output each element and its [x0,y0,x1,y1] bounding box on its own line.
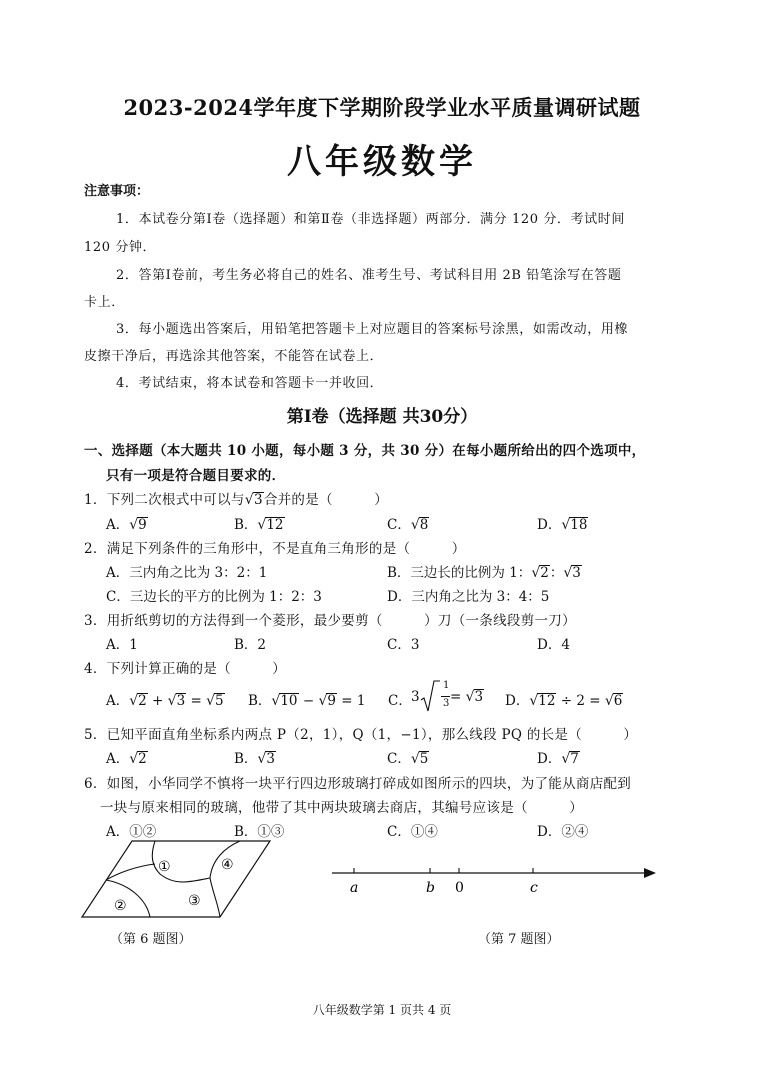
q3-stem: 3．用折纸剪切的方法得到一个菱形，最少要剪（ ）刀（一条线段剪一刀） [84,613,576,629]
figure-6-parallelogram [80,838,272,920]
q5-option-a: A．√2 [106,751,147,767]
q1-stem: 1．下列二次根式中可以与√3合并的是（ ） [84,492,389,508]
crack-line-5 [210,878,220,917]
crack-line-1 [106,864,155,880]
subject-title: 八年级数学 [287,142,477,182]
note-1-line-2: 120 分钟． [84,240,157,255]
q5-option-d: D．√7 [537,751,579,767]
notes-heading: 注意事项： [84,184,150,199]
q4-stem: 4．下列计算正确的是（ ） [84,661,287,677]
q3-option-a: A．1 [106,637,138,653]
piece-label-1: ① [158,859,171,875]
q2-option-c: C．三边长的平方的比例为 1：2：3 [106,589,322,605]
note-2-line-1: 2．答第Ⅰ卷前，考生务必将自己的姓名、准考生号、考试科目用 2B 铅笔涂写在答题 [116,268,622,283]
q1-option-c: C．√8 [387,517,429,533]
label-b: b [426,880,435,896]
crack-line-4 [106,880,150,917]
exam-title: 2023-2024学年度下学期阶段学业水平质量调研试题 [123,95,641,120]
label-c: c [530,880,538,896]
q3-option-b: B．2 [234,637,267,653]
q2-option-a: A．三内角之比为 3：2：1 [106,565,268,581]
section-intro-line-2: 只有一项是符合题目要求的． [106,468,286,484]
note-2-line-2: 卡上． [84,295,125,310]
figure-7-caption: （第 7 题图） [478,932,560,947]
page-footer: 八年级数学第 1 页共 4 页 [312,1003,452,1017]
q2-stem: 2．满足下列条件的三角形中，不是直角三角形的是（ ） [84,541,466,557]
q3-option-d: D．4 [537,637,570,653]
q1-option-d: D．√18 [537,517,588,533]
q5-option-c: C．√5 [387,751,429,767]
q1-option-b: B．√12 [234,517,284,533]
piece-label-3: ③ [188,893,201,909]
figure-7-number-line [330,862,660,896]
q6-option-b: B．①③ [234,824,285,840]
note-4: 4．考试结束，将本试卷和答题卡一并收回． [116,376,384,391]
label-0: 0 [455,880,464,896]
arrow-head [644,868,656,878]
piece-label-4: ④ [221,857,234,873]
q6-option-a: A．①② [106,824,157,840]
label-a: a [350,880,359,896]
piece-label-2: ② [114,898,127,914]
note-3-line-2: 皮擦干净后，再选涂其他答案，不能答在试卷上． [84,349,384,364]
note-1-line-1: 1．本试卷分第Ⅰ卷（选择题）和第Ⅱ卷（非选择题）两部分．满分 120 分．考试时间 [116,212,625,227]
q6-stem-line-1: 6．如图，小华同学不慎将一块平行四边形玻璃打碎成如图所示的四块，为了能从商店配到 [84,776,632,792]
q5-option-b: B．√3 [234,751,275,767]
q4-option-a: A．√2 + √3 = √5 [106,693,224,709]
q1-option-a: A．√9 [106,517,147,533]
figure-6-caption: （第 6 题图） [110,932,192,947]
q6-stem-line-2: 一块与原来相同的玻璃，他带了其中两块玻璃去商店，其编号应该是（ ） [100,800,583,816]
q2-option-d: D．三内角之比为 3：4：5 [387,589,550,605]
q2-option-b: B．三边长的比例为 1：√2：√3 [387,565,581,581]
q6-option-c: C．①④ [387,824,438,840]
q4-c-radical-sign [420,680,440,714]
note-3-line-1: 3．每小题选出答案后，用铅笔把答题卡上对应题目的答案标号涂黑，如需改动，用橡 [116,322,629,337]
section-intro-line-1: 一、选择题（本大题共 10 小题，每小题 3 分，共 30 分）在每小题所给出的四个选项中， [84,443,646,459]
q4-option-d: D．√12 ÷ 2 = √6 [505,693,623,709]
parallelogram-outline [82,841,270,917]
q4-option-b: B．√10 − √9 = 1 [248,693,366,709]
q6-option-d: D．②④ [537,824,589,840]
q3-option-c: C．3 [387,637,420,653]
section-title: 第Ⅰ卷（选择题 共30分） [286,407,478,427]
q5-stem: 5．已知平面直角坐标系内两点 P（2，1），Q（1，−1），那么线段 PQ 的长是（ ） [84,727,638,743]
